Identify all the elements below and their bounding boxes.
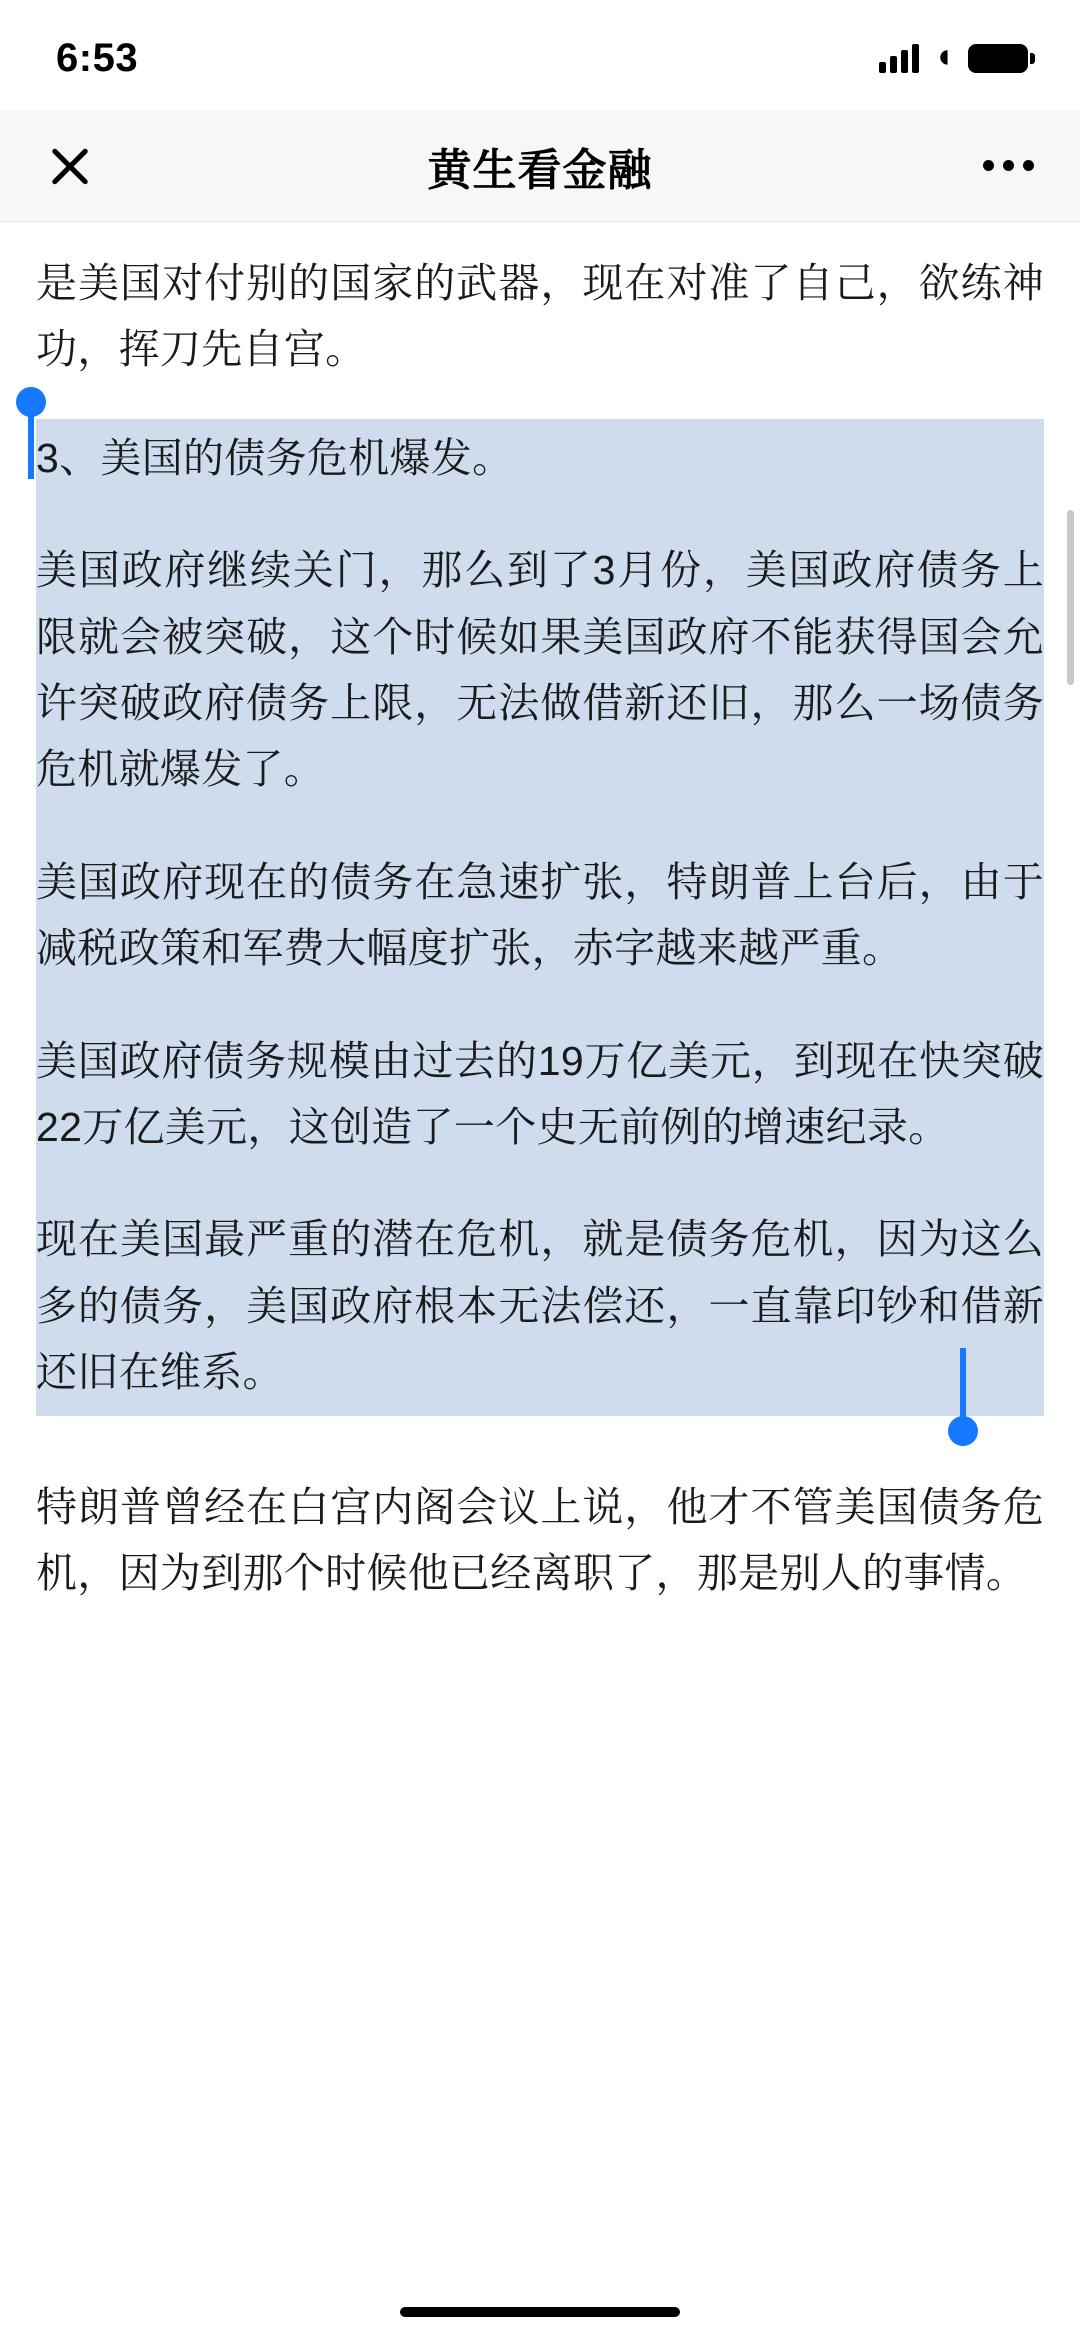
paragraph-intro: 是美国对付别的国家的武器，现在对准了自己，欲练神功，挥刀先自宫。	[36, 260, 1044, 373]
selection-handle-start[interactable]	[28, 409, 34, 479]
status-bar-indicators	[879, 35, 1028, 75]
wifi-icon: ◖	[933, 37, 954, 75]
vertical-scrollbar[interactable]	[1067, 510, 1074, 685]
paragraph-debt-ceiling: 美国政府继续关门，那么到了3月份，美国政府债务上限就会被突破，这个时候如果美国政府不能获得国会允许突破政府债务上限，无法做借新还旧，那么一场债务危机就爆发了。	[36, 547, 1044, 793]
paragraph-spacer	[36, 491, 1044, 537]
paragraph-heading-3: 3、美国的债务危机爆发。	[36, 434, 514, 481]
paragraph-spacer	[36, 1160, 1044, 1206]
paragraph-spacer	[36, 982, 1044, 1028]
article-content	[0, 222, 1080, 1607]
battery-full-icon	[968, 44, 1028, 73]
paragraph-debt-scale: 美国政府债务规模由过去的19万亿美元，到现在快突破22万亿美元，这创造了一个史无前例的增速纪录。	[36, 1037, 1044, 1151]
paragraph-latent-crisis: 现在美国最严重的潜在危机，就是债务危机，因为这么多的债务，美国政府根本无法偿还，一直靠印钞和借新还旧在维系。	[36, 1216, 1044, 1396]
selection-handle-end[interactable]	[960, 1348, 966, 1422]
selected-text-block[interactable]	[36, 419, 1044, 1416]
page-title: 黄生看金融	[427, 145, 653, 195]
more-options-icon[interactable]	[983, 160, 1034, 171]
close-icon[interactable]	[40, 136, 100, 196]
home-indicator	[400, 2307, 680, 2317]
cellular-signal-icon	[879, 43, 919, 73]
paragraph-spacer	[36, 803, 1044, 849]
paragraph-trump-quote: 特朗普曾经在白宫内阁会议上说，他才不管美国债务危机，因为到那个时候他已经离职了，那是别人的事情。	[36, 1483, 1044, 1597]
status-bar	[0, 0, 1080, 110]
navigation-bar	[0, 110, 1080, 222]
paragraph-deficit: 美国政府现在的债务在急速扩张，特朗普上台后，由于减税政策和军费大幅度扩张，赤字越来越严重。	[36, 858, 1044, 972]
status-bar-time: 6:53	[56, 35, 139, 80]
